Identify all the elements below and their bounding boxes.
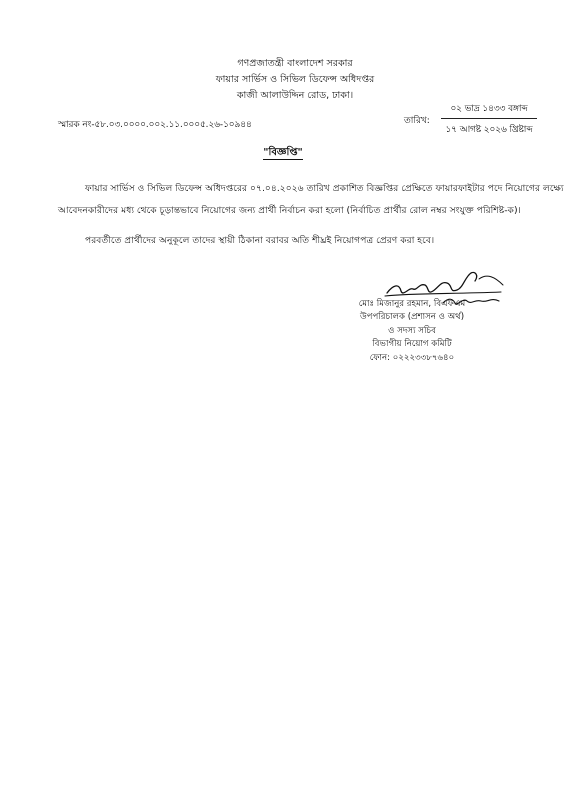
header-department: ফায়ার সার্ভিস ও সিভিল ডিফেন্স অধিদপ্তর (215, 74, 375, 85)
signatory-committee: বিভাগীয় নিয়োগ কমিটি (372, 339, 452, 350)
notice-title-text: "বিজ্ঞপ্তি" (263, 147, 303, 158)
signatory-block (337, 298, 487, 365)
header-address: কাজী আলাউদ্দিন রোড, ঢাকা। (236, 90, 354, 101)
notice-title (0, 145, 566, 162)
notice-paragraph-2: পরবর্তীতে প্রার্থীদের অনুকূলে তাদের স্থায়ী ঠিকানা বরাবর অতি শীঘ্রই নিয়োগপত্র প্রেরণ করা হবে। (85, 235, 435, 246)
notice-paragraph-1-line-1: ফায়ার সার্ভিস ও সিভিল ডিফেন্স অধিদপ্তরের ০৭.০৪.২০২৬ তারিখ প্রকাশিত বিজ্ঞপ্তির প্রেক্ষিতে ফায়ারফাইটার পদে নিয়োগের লক্ষ্যে (85, 183, 564, 194)
date-label: তারিখ: (404, 116, 430, 126)
signatory-phone: ফোন: ০২২২৩৩৮৭৬৪০ (369, 352, 455, 363)
memo-number: স্মারক নং-৫৮.০৩.০০০০.০০২.১১.০০০৫.২৬-১০৯৪৪ (58, 120, 252, 130)
date-gregorian: ১৭ আগষ্ট ২০২৬ খ্রিষ্টাব্দ (445, 125, 533, 135)
signatory-role: ও সদস্য সচিব (388, 325, 436, 336)
signatory-name: মোঃ মিজানুর রহমান, বিএফএম (358, 299, 466, 309)
header-government: গণপ্রজাতন্ত্রী বাংলাদেশ সরকার (237, 58, 353, 69)
signatory-designation: উপপরিচালক (প্রশাসন ও অর্থ) (359, 312, 465, 323)
date-bangla: ০২ ভাদ্র ১৪৩৩ বঙ্গাব্দ (441, 101, 537, 119)
notice-paragraph-1-line-2: আবেদনকারীদের মধ্য থেকে চূড়ান্তভাবে নিয়োগের জন্য প্রার্থী নির্বাচন করা হলো (নির্বাচিত প্রার্থীর রোল নম্বর সংযুক্ত পরিশিষ্ট-ক)। (58, 205, 521, 216)
date-block (441, 101, 537, 137)
